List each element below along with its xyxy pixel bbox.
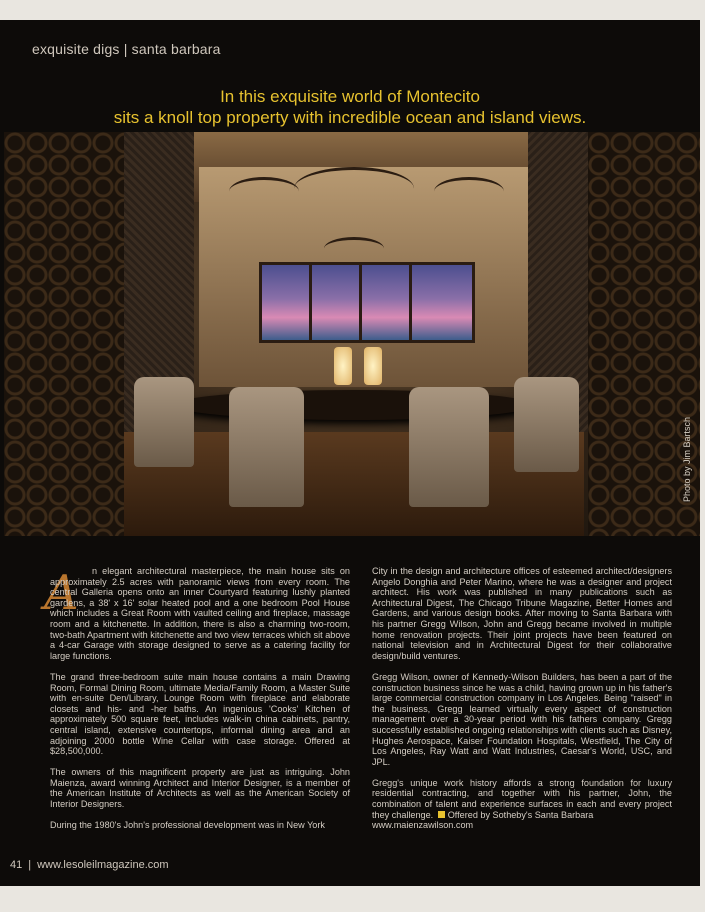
dining-chair <box>134 377 194 467</box>
dining-chair <box>409 387 489 507</box>
article-column-left <box>50 566 350 841</box>
footer-separator: | <box>28 859 32 871</box>
photo-window-mullion <box>309 262 312 343</box>
dining-room-photo <box>4 132 700 536</box>
photo-credit: Photo by Jim Bartsch <box>682 417 692 503</box>
headline-line-1: In this exquisite world of Montecito <box>220 87 480 106</box>
table-lamp <box>334 347 352 385</box>
article-paragraph: Gregg Wilson, owner of Kennedy-Wilson Builders, has been a part of the construction business since he was a child, having grown up in his father's large commercial construction company in Los Angeles. Being "raised" in the business, Gregg learned virtually every aspect of construction management over a 30-year period with his fathers company. Gregg successfully established ongoing relationships with clients such as Disney, Hughes Aerospace, Kaiser Foundation Hospitals, Westfield, The City of Los Angeles, Ray Watt and Watt Industries, Caesar's World, USC, and JPL. <box>372 671 672 767</box>
article-paragraph: During the 1980's John's professional development was in New York <box>50 820 325 831</box>
dining-chair <box>229 387 304 507</box>
end-mark-icon <box>438 811 445 818</box>
offered-by: Offered by Sotheby's Santa Barbara <box>447 809 594 820</box>
page-number: 41 <box>10 859 23 871</box>
magazine-site-link[interactable]: www.lesoleilmagazine.com <box>37 859 169 871</box>
section-label: exquisite digs | santa barbara <box>32 41 221 57</box>
chandelier-icon <box>324 237 384 260</box>
table-lamp <box>364 347 382 385</box>
chandelier-icon <box>434 177 504 206</box>
article-paragraph: n elegant architectural masterpiece, the main house sits on approximately 2.5 acres with panoramic views from every room. The central Galleria opens onto an inner Courtyard featuring lushly planted gardens, a 38' x 16' solar heated pool and a one bedroom Pool House which includes a Great Room with vaulted ceiling and fireplace, massage room and a kitchenette. In addition, there is also a charming two-room, two-bath Apartment with kitchenette and two view terraces which sit above a 4-car Garage with storage designed to serve as a catering facility for large functions. <box>50 566 350 661</box>
photo-ocean-window <box>259 262 475 343</box>
closing-text: Gregg's unique work history affords a strong foundation for luxury residential contracting, and together with his partner, John, the combination of talent and experience surfaces in each and every project they challenge. <box>372 777 672 820</box>
chandelier-icon <box>294 167 414 210</box>
photo-screen-left <box>4 132 124 536</box>
page-footer <box>10 859 169 871</box>
chandelier-icon <box>229 177 299 206</box>
photo-window-mullion <box>409 262 412 343</box>
magazine-page <box>0 20 700 886</box>
article-column-right <box>372 566 672 841</box>
headline-line-2: sits a knoll top property with incredible ocean and island views. <box>113 108 587 127</box>
article-paragraph: The owners of this magnificent property are just as intriguing. John Maienza, award winning Architect and Interior Designer, is a member of the American Institute of Architects as well as the American Society of Interior Designers. <box>50 767 350 810</box>
article-paragraph: The grand three-bedroom suite main house contains a main Drawing Room, Formal Dining Room, ultimate Media/Family Room, a Master Suite with en-suite Den/Library, Lounge Room with fireplace and elaborate closets and his- and -her baths. An ingenious 'Cooks' Kitchen of approximately 500 square feet, includes walk-in china cabinets, pantry, central island, extensive countertops, informal dining area and an adjoining 2000 bottle Wine Cellar with case storage. Offered at $28,500,000. <box>50 671 350 757</box>
article-paragraph: City in the design and architecture offices of esteemed architect/designers Angelo Donghia and Peter Marino, where he was a designer and project architect. His work was published in many publications such as Architectural Digest, The Chicago Tribune Magazine, Better Homes and Gardens, and various design books. After moving to Santa Barbara with his partner Gregg Wilson, John and Gregg became involved in multiple home renovation projects. Their joint projects have been featured on national television and in Architectural Digest for their collaborative design/build ventures. <box>372 566 672 661</box>
drop-cap: A <box>44 565 79 621</box>
photo-window-mullion <box>359 262 362 343</box>
website-link[interactable]: www.maienzawilson.com <box>372 820 474 831</box>
closing-paragraph <box>372 778 672 831</box>
dining-chair <box>514 377 579 472</box>
